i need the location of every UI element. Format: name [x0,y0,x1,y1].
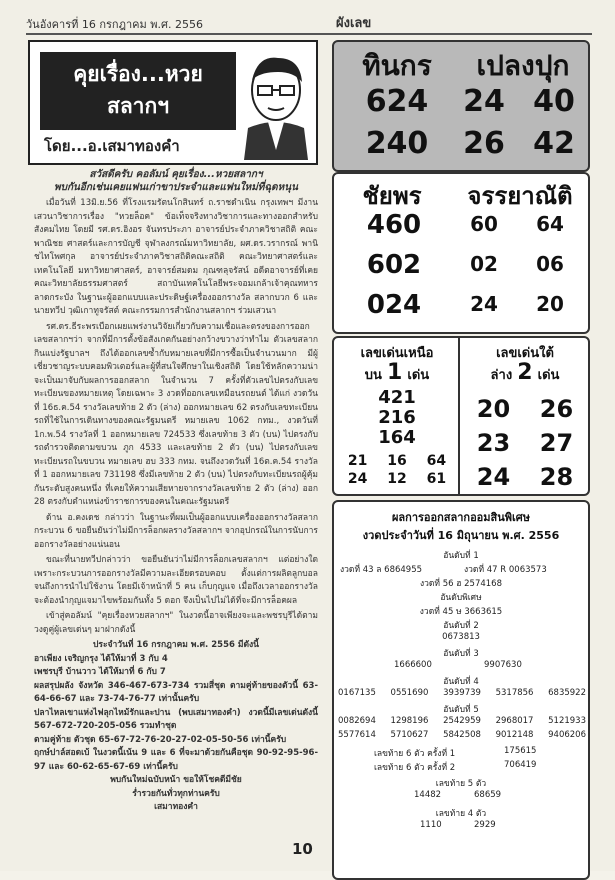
tip-line: ปลาไหลเขาแห่งไฟลุกไหม้รักและปาน (พบเสมาทองคำ) งวดนี้มีเลขเด่นดังนี้ 567-672-720-205-056 รวมทำชุด [34,707,318,731]
tip-number: 60 [470,212,498,236]
prize-label: อันดับที่ 3 [443,649,479,659]
lower-sub-unit: เด่น [537,368,560,383]
tip-number: 61 [426,471,447,487]
upper-sub-count: 1 [387,360,403,385]
banner-title [40,52,236,130]
tip-number: 26 [539,395,574,423]
tip-number: 024 [366,290,422,320]
tip-number: 20 [536,292,564,316]
prize-row [338,730,586,740]
tip-number: 26 [463,126,505,161]
tip-number: 23 [476,429,511,457]
tip-number: 02 [470,252,498,276]
tip-number: 624 [365,84,429,119]
prize-value: 5842508 [443,730,481,740]
page-header [26,12,596,34]
prize-value: 175615 [504,746,537,756]
tip-line: ผลสรุปผลัง จังหวัด 346-467-673-734 รวมสี่ชุด ตามคู่ท้ายของตัวนี้ 63-64-66-67 และ 73-74-76-77 เท่านั้นครับ [34,680,318,704]
upper-subtitle [338,360,456,385]
divider [458,338,460,494]
tipster-name: ชัยพร [362,182,422,210]
lower-subtitle [462,360,588,385]
prize-row [338,716,586,726]
column-article [28,40,318,830]
tip-number: 24 [476,463,511,491]
upper-sub-label: บน [364,368,382,383]
results-subtitle: งวดประจำวันที่ 16 มิถุนายน พ.ศ. 2556 [362,529,560,542]
prize-value: 2968017 [495,716,534,726]
prize-value: 68659 [474,790,502,800]
issue-date: วันอังคารที่ 16 กรกฎาคม พ.ศ. 2556 [26,18,203,31]
article-body [34,168,318,815]
small-row [338,470,456,488]
upper-main-numbers [338,388,456,448]
prize-value: 1110 [420,820,442,830]
prize-value: 9012148 [495,730,534,740]
prize-value: 1298196 [390,716,429,726]
draw-title: ประจำวันที่ 16 กรกฎาคม พ.ศ. 2556 มีดังนี้ [93,640,259,650]
tip-number: 460 [366,210,422,240]
upper-title: เลขเด่นเหนือ [360,346,434,361]
tip-line: ตามคู่ท้าย ตัวชุด 65-67-72-76-20-27-02-05-50-56 เท่านี้ครับ [34,734,287,745]
prize-value: 2542959 [443,716,481,726]
prize-row [338,688,586,698]
prize-value: 2929 [474,820,496,830]
article-paragraph: รศ.ดร.ธีระพรเบือกเผยแพร่งานวิจัยเกี่ยวกับความเชื่อและตรงของการออกเลขสลากฯว่า จากที่มีการตั้งข้อสังเกตกันอย่างกว้างขวางว่าทำไม ตัวเลขสลากกินแบ่งรัฐบาลฯ ถึงได้ออกเลขซ้ำกับหมายเลขที่มีการซื้อเป็นจำนวนมาก มีผู้เชี่ยวชาญระบบคอมพิวเตอร์และผู้ที่สนใจศึกษาในเชิงสถิติ โดยใช้หลักความน่าจะเป็นมาจับกับผลการออกสลาก ในจำนวน 7 ครั้งที่ตัวเลขไปตรงกับเลขทะเบียนของหมายเหตุ โดยเฉพาะ 3 งวดที่ออกเลขเหมือนรถยนต์ ได้แก่ งวดวันที่ 16ธ.ค.54 รางวัลเลขท้าย 2 ตัว (ล่าง) ออกหมายเลข 62 ตรงกับเลขทะเบียนรถที่ใช้ในการเดินทางของคณะรัฐมนตรี หมายเลข 1062 กทม., งวดวันที่ 1ก.พ.54 รางวัลที่ 1 ออกหมายเลข 724533 ซึ่งเลขท้าย 3 ตัว (บน) ไปตรงกับรถตำรวจติดตามขบวน ภูก 4533 และเลขท้าย 2 ตัว (บน) ไปตรงกับเลขทะเบียนรถในขบวน หมายเลข ฮบ 333 กทม. จนถึงงวดวันที่ 16ต.ค.54 รางวัลที่ 1 ออกหมายเลข 731198 ซึ่งมีเลขท้าย 2 ตัว (บน) ไปตรงกับทะเบียนรถผู้คุ้มกันระดับสูงคนหนึ่ง ที่เคยให้ความเสียหายจากรางวัลเลขท้าย 2 ตัว (ล่าง) ออก 28 ตรงกับตำแหน่งข้าราชการของคนในคณะรัฐมนตรี [34,321,318,507]
prize-value: 6835922 [548,688,586,698]
tip-line: เพชรบุรี บ้านวาว ได้ให้มาที่ 6 กับ 7 [34,667,166,677]
prize-value: 9907630 [484,660,522,670]
tip-number: 602 [366,250,422,280]
tip-number: 40 [533,84,575,119]
prize-value: 0551690 [390,688,429,698]
tip-number: 16 [387,453,407,469]
prize-value: 706419 [504,760,537,770]
tip-number: 64 [426,453,447,469]
article-paragraph: เข้าสู่คอลัมน์ "คุยเรื่องหวยสลากฯ" ในงวดนี้อาจเพียงจะและพชรบุรีได้ตามวงดูคู่ผู้เลขเด่นๆ มาฝากดังนี้ [34,611,318,635]
tip-number: 164 [378,427,416,448]
tipster-name: จรรยาณัติ [467,182,573,210]
prize-label: อันดับที่ 4 [443,677,479,687]
tip-number: 06 [536,252,564,276]
prize-label: อันดับพิเศษ [440,593,482,603]
prize-value: งวดที่ 47 R 0063573 [464,565,547,575]
tip-number: 42 [533,126,575,161]
prize-value: 1666600 [394,660,432,670]
prize-label: เลขท้าย 6 ตัว ครั้งที่ 1 [374,749,456,759]
article-paragraph: ด้าน อ.คงเดช กล่าวว่า ในฐานะที่ผมเป็นผู้ออกแบบเครื่องออกรางวัลสลากกระบวน 6 ขอยืนยันว่าไม่มีการล็อกผลรางวัลสลากฯ จากอุปกรณ์ในการนับการออกรางวัลอย่างแน่นอน [34,512,318,550]
tip-number: 421 [378,387,416,408]
prize-label: อันดับที่ 1 [443,551,479,561]
lower-sub-count: 2 [517,360,533,385]
prize-value: 0167135 [338,688,376,698]
byline: โดย...อ.เสมาทองคำ [44,137,180,155]
tip-box-3 [332,336,590,496]
prize-value: 5121933 [548,716,586,726]
tip-number: 240 [365,126,429,161]
closing-line: ร่ำรวยกันทั่วทุกท่านครับ [132,788,220,799]
banner-title-line2: สลากฯ [107,94,169,118]
tip-number: 24 [470,292,498,316]
prize-label: เลขท้าย 6 ตัว ครั้งที่ 2 [374,763,456,773]
article-paragraph: ขณะที่นายทวีปกล่าวว่า ขอยืนยันว่าไม่มีการล็อกเลขสลากฯ แต่อย่างใด เพราะกระบวนการออกรางวัลมีความละเอียดรอบคอบ ตั้งแต่การผลิตลูกบอลจนถึงการนำไปใช้งาน โดยมีเจ้าหน้าที่ 5 คน เก็บกุญแจ เมื่อถึงเวลาออกรางวัลจะต้องนำกุญแจมาไขพร้อมกันทั้ง 5 ดอก จึงเป็นไปไม่ได้ที่จะมีการล็อคผล [34,555,318,606]
prize-value: 5710627 [390,730,429,740]
prize-value: 5317856 [495,688,534,698]
header-rule [26,33,592,35]
prize-value: งวดที่ 43 ล 6864955 [340,565,423,575]
lower-sub-label: ล่าง [490,368,513,383]
tip-line: อาเพียง เจริญกรุง ได้ให้มาที่ 3 กับ 4 [34,653,168,664]
column-banner [28,40,318,165]
small-row [338,452,456,470]
results-title: ผลการออกสลากออมสินพิเศษ [391,511,531,524]
lower-row [462,426,588,460]
prize-value: งวดที่ 45 ษ 3663615 [419,607,503,617]
tip-number: 24 [347,471,368,487]
savings-lottery-results [332,500,590,880]
lower-row [462,460,588,494]
tip-number: 64 [536,212,564,236]
tip-box-2 [332,172,590,334]
upper-sub-unit: เด่น [407,368,430,383]
prize-label: อันดับที่ 2 [443,621,479,631]
prize-value: 0082694 [338,716,376,726]
article-subgreeting: พบกันอีกเช่นเคยแฟนเก่าขาประจำและแฟนใหม่ที่ฉุดหนุน [54,182,298,193]
tip-line: ฤกษ์ปาล์สอดเบ้ ในงวดนี้เน้น 9 และ 6 ที่จะมาด้วยกันคือชุด 90-92-95-96-97 และ 60-62-65-67-69 เท่านี้ครับ [34,748,318,772]
tip-number: 21 [347,453,368,469]
prize-label: เลขท้าย 4 ตัว [435,809,487,819]
tip-number: 27 [539,429,574,457]
tip-number: 24 [463,84,505,119]
prize-value: 0673813 [442,632,480,642]
tip-box-1 [332,40,590,172]
closing-signature: เสมาทองคำ [154,802,198,812]
lower-title: เลขเด่นใต้ [496,346,554,361]
prize-value: 3939739 [443,688,481,698]
prize-value: 14482 [414,790,442,800]
tip-number: 12 [387,471,407,487]
prize-label: อันดับที่ 5 [443,705,479,715]
tip-number: 216 [378,407,416,428]
closing-line: พบกันใหม่ฉบับหน้า ขอให้โชคดีมีชัย [110,775,242,785]
prize-value: งวดที่ 56 ฮ 2574168 [419,579,502,589]
tipster-name: ทินกร [362,49,432,82]
upper-small-numbers [338,452,456,488]
section-title: ผังเลข [336,16,372,31]
prize-value: 9406206 [548,730,586,740]
prize-label: เลขท้าย 5 ตัว [435,779,487,789]
prize-value: 5577614 [338,730,376,740]
lower-numbers [462,392,588,494]
banner-title-line1: คุยเรื่อง...หวย [73,62,203,86]
columnist-portrait [238,50,312,160]
page-number: 10 [292,840,313,858]
article-paragraph: เมื่อวันที่ 13มิ.ย.56 ที่โรงแรมรัตนโกสินทร์ ถ.ราชดำเนิน กรุงเทพฯ มีงานเสวนาวิชาการเรื่อง "หวยล็อค" ข้อเท็จจริงทางวิชาการและทางออกสำหรับสังคมไทย โดยมี รศ.ดร.อิงอร จันทรประภา อาจารย์ประจำภาควิชาสถิติ คณะพาณิชย ศาสตร์และการบัญชี จุฬาลงกรณ์มหาวิทยาลัย, ผศ.ดร.วรากรณ์ พานิชไทโพศกุล อาจารย์ประจำภาควิชาสถิติคณะสถิติ คณะวิทยาศาสตร์และเทคโนโลยี มหาวิทยาศาสตร์, อาจารย์สมดม กุณฑลุจรัสน์ อดีตอาจารย์ที่เคย คณะวิทยาลัยธรรมศาสตร์ สถาบันเทคโนโลยีพระจอมเกล้าเจ้าคุณทหารลาดกระบัง ในฐานะผู้ออกแบบและประดิษฐ์เครื่องออกรางวัล สลากบวก 6 และนายทวีป วุฒิเกาทูจรัสต์ คณะกรรมการสำนักงานสลากฯ ร่วมเสวนา [34,198,318,316]
tipster-name: เปลงปุก [476,49,570,82]
article-greeting: สวัสดีครับ คอลัมน์ คุยเรื่อง...หวยสลากฯ [89,169,263,180]
tip-number: 28 [539,463,574,491]
tip-number: 20 [476,395,511,423]
lower-row [462,392,588,426]
